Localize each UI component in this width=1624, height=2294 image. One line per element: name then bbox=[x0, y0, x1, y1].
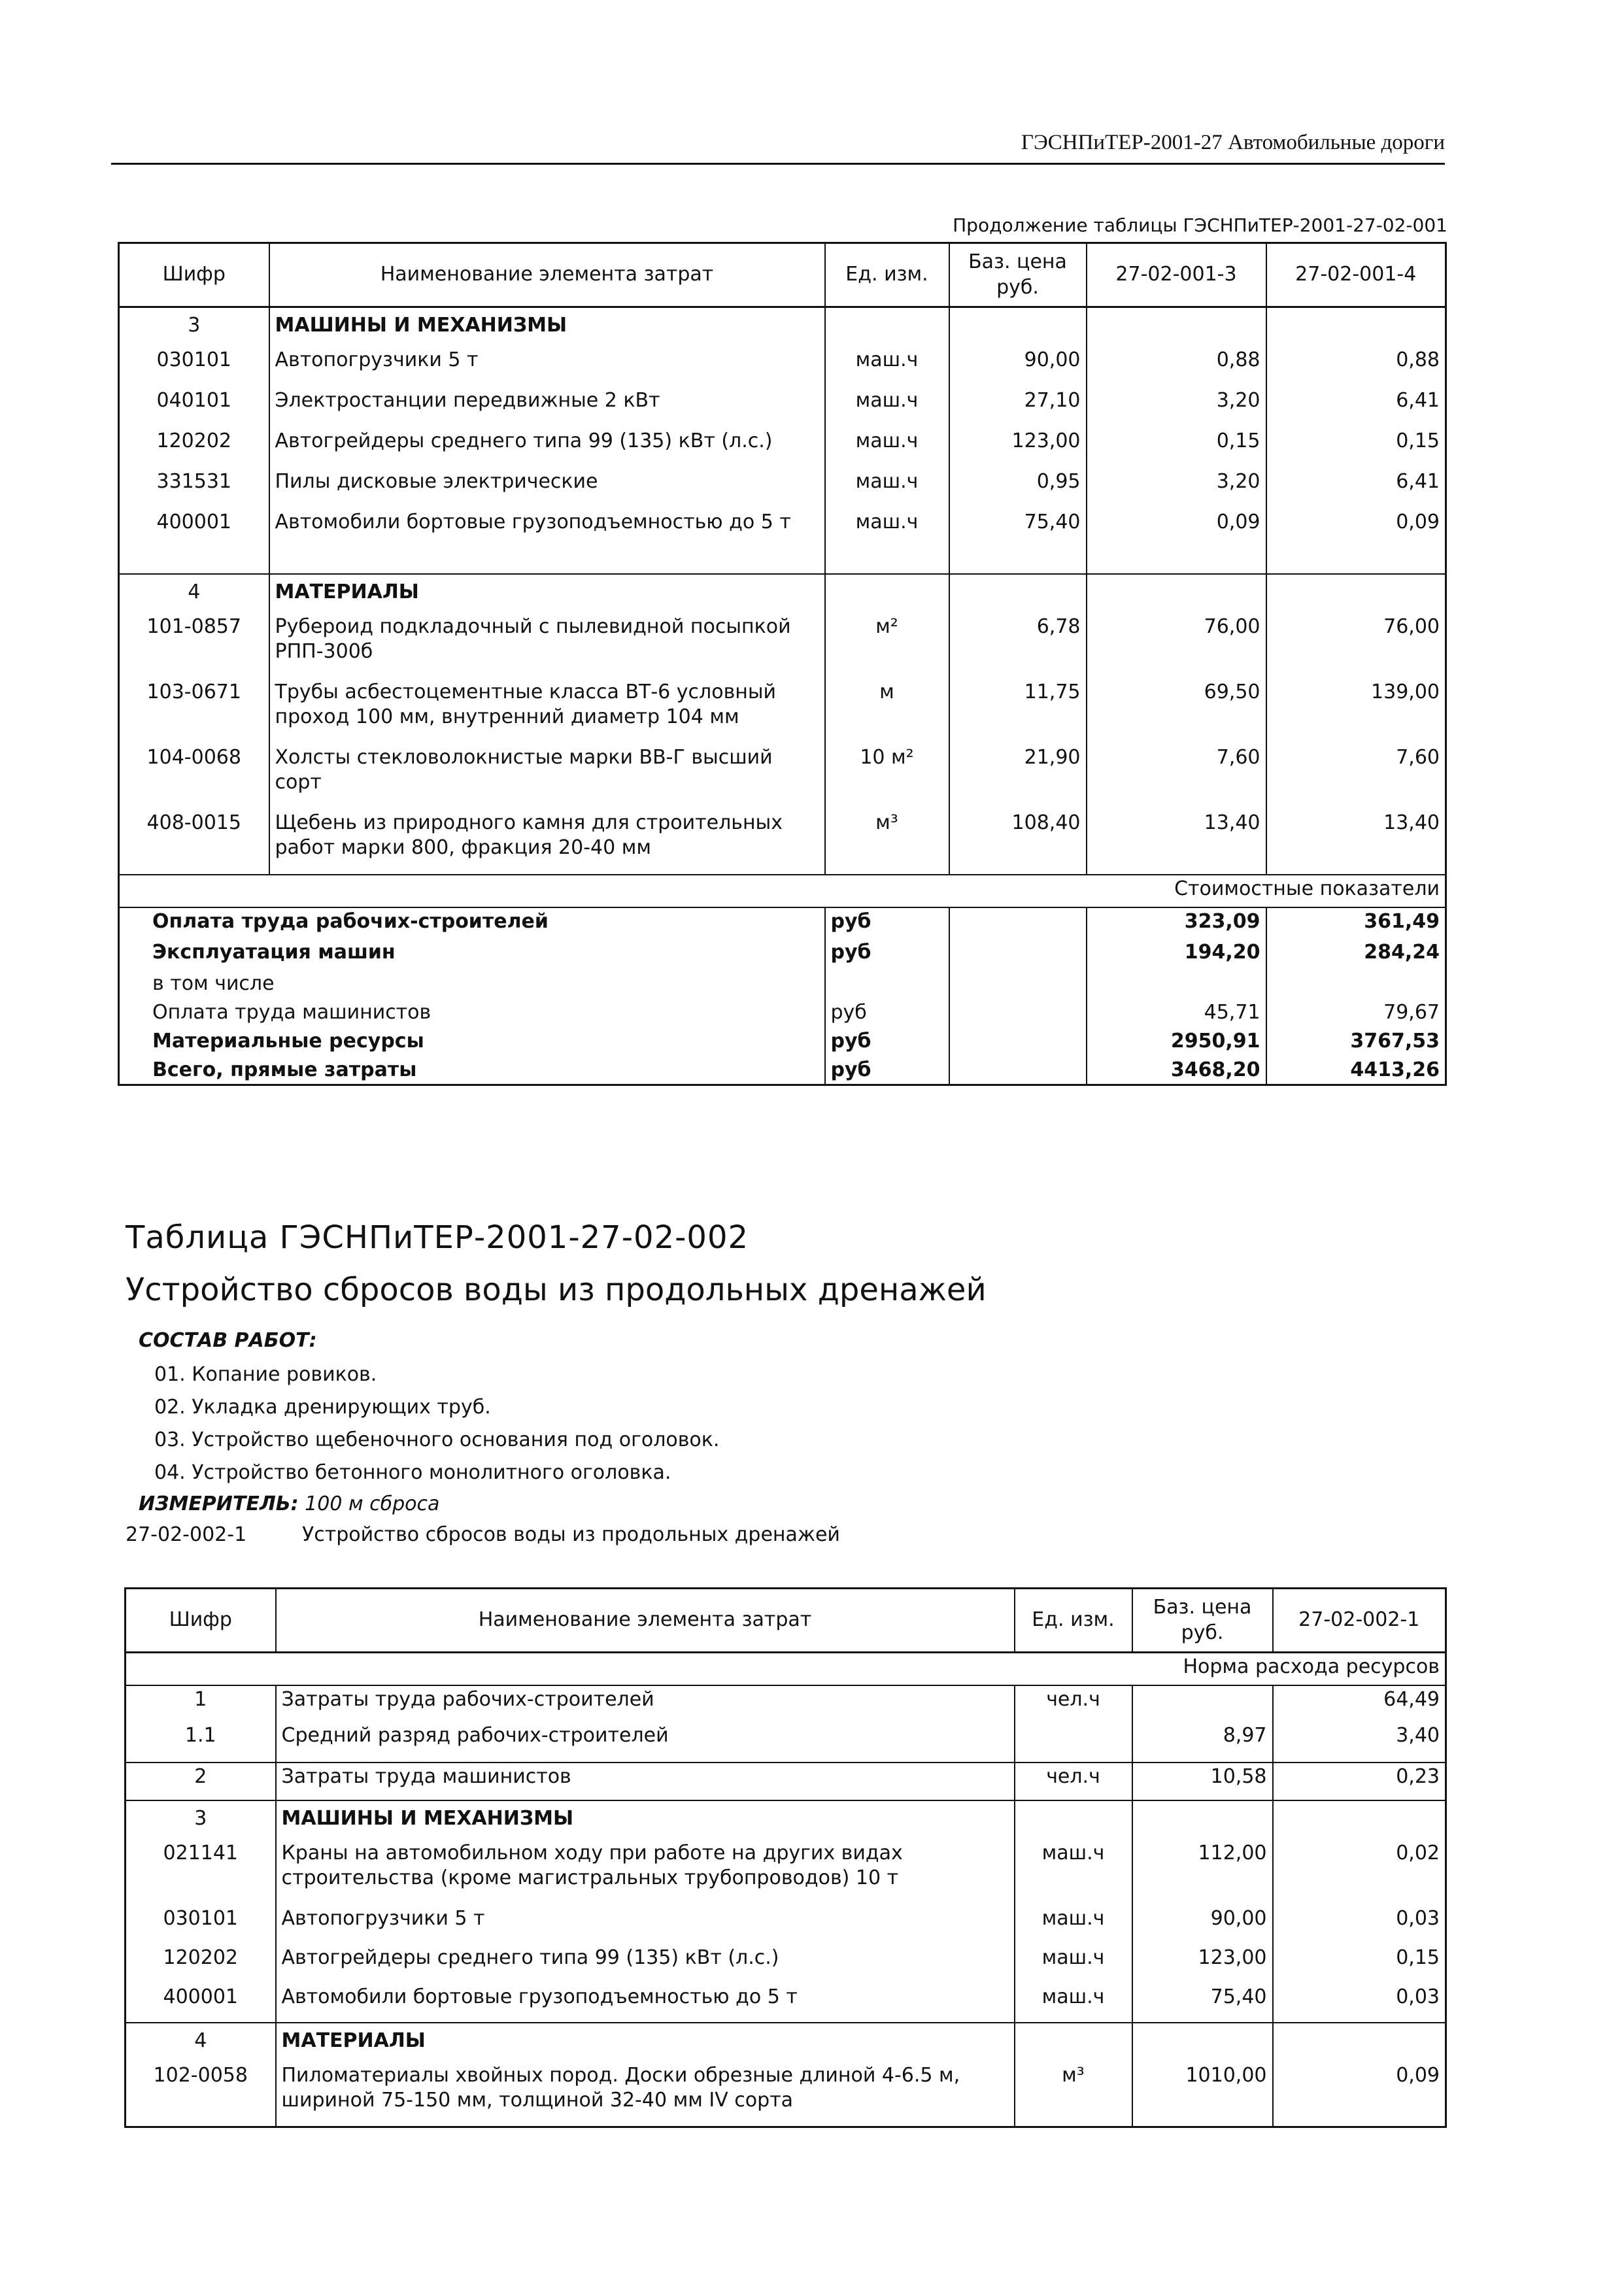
row-value-1: 0,23 bbox=[1273, 1763, 1446, 1800]
work-title: Устройство сбросов воды из продольных дренажей bbox=[126, 1272, 987, 1308]
summary-value-2: 361,49 bbox=[1266, 907, 1446, 939]
table-row bbox=[119, 509, 1446, 574]
row-name: Пиломатериалы хвойных пород. Доски обрезные длиной 4-6.5 м, шириной 75-150 мм, толщиной 32-40 мм IV сорта bbox=[276, 2062, 1015, 2127]
row-unit: маш.ч bbox=[825, 468, 949, 509]
table-row bbox=[119, 346, 1446, 387]
row-name: Трубы асбестоцементные класса ВТ-6 условный проход 100 мм, внутренний диаметр 104 мм bbox=[269, 679, 825, 744]
row-value-2: 6,41 bbox=[1266, 387, 1446, 428]
row-name: Краны на автомобильном ходу при работе на других видах строительства (кроме магистральных трубопроводов) 10 т bbox=[276, 1840, 1015, 1905]
work-step: 03. Устройство щебеночного основания под оголовок. bbox=[154, 1428, 720, 1451]
row-unit: маш.ч bbox=[1015, 1944, 1132, 1983]
work-step: 04. Устройство бетонного монолитного оголовка. bbox=[154, 1461, 671, 1484]
row-unit bbox=[1015, 1722, 1132, 1763]
row-value-1: 0,02 bbox=[1273, 1840, 1446, 1905]
summary-unit: руб bbox=[825, 939, 949, 970]
row-price: 123,00 bbox=[1132, 1944, 1273, 1983]
row-value-1: 0,09 bbox=[1273, 2062, 1446, 2127]
row-value-1: 7,60 bbox=[1087, 744, 1266, 809]
summary-value-2 bbox=[1266, 970, 1446, 999]
row-name: Электростанции передвижные 2 кВт bbox=[269, 387, 825, 428]
row-price: 1010,00 bbox=[1132, 2062, 1273, 2127]
table-row bbox=[119, 679, 1446, 744]
table-row bbox=[119, 613, 1446, 679]
table-row bbox=[119, 468, 1446, 509]
col-header-code: Шифр bbox=[126, 1589, 276, 1653]
section-title: МАТЕРИАЛЫ bbox=[269, 574, 825, 613]
section-number: 4 bbox=[126, 2023, 276, 2062]
table-header-row bbox=[126, 1589, 1446, 1653]
summary-name: в том числе bbox=[152, 971, 275, 995]
row-value-1: 0,03 bbox=[1273, 1983, 1446, 2023]
section-number: 3 bbox=[188, 314, 201, 337]
row-code: 104-0068 bbox=[146, 745, 241, 769]
row-value-1: 3,20 bbox=[1087, 468, 1266, 509]
row-code: 103-0671 bbox=[146, 680, 241, 703]
col-header-unit: Ед. изм. bbox=[825, 243, 949, 307]
row-value-1: 0,88 bbox=[1087, 346, 1266, 387]
table-row bbox=[126, 1983, 1446, 2023]
summary-name: Оплата труда рабочих-строителей bbox=[152, 909, 549, 933]
row-code: 400001 bbox=[156, 510, 232, 533]
summary-name: Всего, прямые затраты bbox=[152, 1058, 417, 1081]
row-value-2: 0,09 bbox=[1266, 509, 1446, 574]
summary-name: Эксплуатация машин bbox=[152, 940, 396, 964]
row-unit: м³ bbox=[1015, 2062, 1132, 2127]
col-header-27-02-001-3: 27-02-001-3 bbox=[1087, 243, 1266, 307]
summary-row bbox=[119, 999, 1446, 1028]
row-price: 8,97 bbox=[1132, 1722, 1273, 1763]
row-unit: маш.ч bbox=[825, 428, 949, 468]
row-name: Средний разряд рабочих-строителей bbox=[276, 1722, 1015, 1763]
row-value-2: 7,60 bbox=[1266, 744, 1446, 809]
row-price: 0,95 bbox=[949, 468, 1087, 509]
row-unit: маш.ч bbox=[1015, 1983, 1132, 2023]
summary-value-1: 3468,20 bbox=[1087, 1056, 1266, 1085]
resource-table-27-02-002 bbox=[124, 1587, 1447, 2128]
table-row bbox=[119, 428, 1446, 468]
summary-unit bbox=[825, 970, 949, 999]
norm-code: 27-02-002-1 bbox=[126, 1523, 247, 1546]
row-value-1: 0,15 bbox=[1273, 1944, 1446, 1983]
row-unit: 10 м² bbox=[825, 744, 949, 809]
table-row bbox=[126, 1685, 1446, 1722]
col-header-name: Наименование элемента затрат bbox=[276, 1589, 1015, 1653]
table-header-row bbox=[119, 243, 1446, 307]
row-value-1: 13,40 bbox=[1087, 809, 1266, 875]
row-value-2: 0,88 bbox=[1266, 346, 1446, 387]
summary-row bbox=[119, 970, 1446, 999]
row-code: 400001 bbox=[163, 1985, 239, 2008]
summary-value-2: 79,67 bbox=[1266, 999, 1446, 1028]
row-code: 331531 bbox=[156, 469, 232, 493]
row-code: 030101 bbox=[163, 1906, 239, 1930]
row-code: 101-0857 bbox=[146, 615, 241, 638]
summary-value-2: 4413,26 bbox=[1266, 1056, 1446, 1085]
norm-caption-row bbox=[126, 1653, 1446, 1685]
row-unit: м³ bbox=[825, 809, 949, 875]
summary-value-1: 323,09 bbox=[1087, 907, 1266, 939]
row-value-2: 13,40 bbox=[1266, 809, 1446, 875]
row-code: 120202 bbox=[163, 1946, 239, 1969]
summary-row bbox=[119, 907, 1446, 939]
row-name: Автогрейдеры среднего типа 99 (135) кВт (л.с.) bbox=[276, 1944, 1015, 1983]
section-number: 3 bbox=[194, 1806, 207, 1830]
col-header-27-02-001-4: 27-02-001-4 bbox=[1266, 243, 1446, 307]
table-row bbox=[119, 387, 1446, 428]
row-unit: чел.ч bbox=[1015, 1763, 1132, 1800]
row-name: Рубероид подкладочный с пылевидной посыпкой РПП-300б bbox=[269, 613, 825, 679]
row-price: 10,58 bbox=[1132, 1763, 1273, 1800]
row-price: 6,78 bbox=[949, 613, 1087, 679]
row-name: Холсты стекловолокнистые марки ВВ-Г высший сорт bbox=[269, 744, 825, 809]
row-price: 90,00 bbox=[1132, 1905, 1273, 1944]
section-row-materials bbox=[126, 2023, 1446, 2062]
summary-unit: руб bbox=[825, 999, 949, 1028]
row-price: 90,00 bbox=[949, 346, 1087, 387]
col-header-code: Шифр bbox=[119, 243, 269, 307]
row-unit: маш.ч bbox=[1015, 1905, 1132, 1944]
summary-value-1: 45,71 bbox=[1087, 999, 1266, 1028]
row-code: 040101 bbox=[156, 388, 232, 412]
summary-unit: руб bbox=[825, 907, 949, 939]
summary-unit: руб bbox=[825, 1056, 949, 1085]
row-name: Автомобили бортовые грузоподъемностью до 5 т bbox=[276, 1983, 1015, 2023]
meter-value: 100 м сброса bbox=[305, 1493, 440, 1515]
row-price: 75,40 bbox=[949, 509, 1087, 574]
row-unit: м bbox=[825, 679, 949, 744]
norm-caption: Норма расхода ресурсов bbox=[126, 1653, 1446, 1685]
section-number: 4 bbox=[119, 574, 269, 613]
row-name: Автопогрузчики 5 т bbox=[269, 346, 825, 387]
row-value-1: 69,50 bbox=[1087, 679, 1266, 744]
row-price: 112,00 bbox=[1132, 1840, 1273, 1905]
summary-row bbox=[119, 1028, 1446, 1056]
summary-row bbox=[119, 939, 1446, 970]
table-row bbox=[126, 1722, 1446, 1763]
composition-label: СОСТАВ РАБОТ: bbox=[139, 1329, 317, 1352]
section-row-machines bbox=[119, 307, 1446, 346]
row-unit: маш.ч bbox=[825, 387, 949, 428]
row-value-1: 0,15 bbox=[1087, 428, 1266, 468]
meter-line bbox=[139, 1493, 439, 1515]
summary-name: Оплата труда машинистов bbox=[152, 1000, 431, 1024]
col-header-27-02-002-1: 27-02-002-1 bbox=[1273, 1589, 1446, 1653]
continuation-note: Продолжение таблицы ГЭСНПиТЕР-2001-27-02-001 bbox=[953, 214, 1447, 236]
row-value-1: 0,03 bbox=[1273, 1905, 1446, 1944]
table-row bbox=[126, 1763, 1446, 1800]
row-value-2: 6,41 bbox=[1266, 468, 1446, 509]
row-value-1: 0,09 bbox=[1087, 509, 1266, 574]
cost-caption: Стоимостные показатели bbox=[119, 875, 1446, 907]
row-price: 11,75 bbox=[949, 679, 1087, 744]
summary-value-2: 3767,53 bbox=[1266, 1028, 1446, 1056]
row-value-2: 0,15 bbox=[1266, 428, 1446, 468]
row-name: Затраты труда рабочих-строителей bbox=[276, 1685, 1015, 1722]
table-row bbox=[126, 2062, 1446, 2127]
row-price: 123,00 bbox=[949, 428, 1087, 468]
meter-label: ИЗМЕРИТЕЛЬ: bbox=[139, 1493, 299, 1515]
row-name: Автомобили бортовые грузоподъемностью до 5 т bbox=[269, 509, 825, 574]
row-code: 102-0058 bbox=[153, 2063, 248, 2087]
row-value-1: 3,20 bbox=[1087, 387, 1266, 428]
row-name: Затраты труда машинистов bbox=[276, 1763, 1015, 1800]
col-header-price: Баз. цена руб. bbox=[1132, 1589, 1273, 1653]
row-name: Автогрейдеры среднего типа 99 (135) кВт (л.с.) bbox=[269, 428, 825, 468]
table-row bbox=[119, 744, 1446, 809]
table-row bbox=[126, 1905, 1446, 1944]
row-unit: чел.ч bbox=[1015, 1685, 1132, 1722]
row-value-1: 64,49 bbox=[1273, 1685, 1446, 1722]
row-value-2: 139,00 bbox=[1266, 679, 1446, 744]
norm-code-description: Устройство сбросов воды из продольных дренажей bbox=[302, 1523, 840, 1546]
table-title: Таблица ГЭСНПиТЕР-2001-27-02-002 bbox=[126, 1219, 749, 1256]
summary-value-2: 284,24 bbox=[1266, 939, 1446, 970]
row-price: 75,40 bbox=[1132, 1983, 1273, 2023]
section-row-materials bbox=[119, 574, 1446, 613]
row-code: 030101 bbox=[156, 348, 232, 371]
row-price: 27,10 bbox=[949, 387, 1087, 428]
summary-value-1: 194,20 bbox=[1087, 939, 1266, 970]
section-title: МАТЕРИАЛЫ bbox=[276, 2023, 1015, 2062]
row-name: Пилы дисковые электрические bbox=[269, 468, 825, 509]
summary-value-1 bbox=[1087, 970, 1266, 999]
row-code: 120202 bbox=[156, 429, 232, 452]
section-title: МАШИНЫ И МЕХАНИЗМЫ bbox=[276, 1800, 1015, 1840]
norm-code-line bbox=[126, 1523, 840, 1546]
summary-value-1: 2950,91 bbox=[1087, 1028, 1266, 1056]
row-price: 21,90 bbox=[949, 744, 1087, 809]
row-value-2: 76,00 bbox=[1266, 613, 1446, 679]
table-row bbox=[119, 809, 1446, 875]
row-code: 1.1 bbox=[184, 1723, 216, 1747]
row-code: 1 bbox=[194, 1687, 207, 1711]
row-unit: м² bbox=[825, 613, 949, 679]
row-unit: маш.ч bbox=[1015, 1840, 1132, 1905]
row-name: Щебень из природного камня для строительных работ марки 800, фракция 20-40 мм bbox=[269, 809, 825, 875]
resource-table-27-02-001 bbox=[118, 242, 1447, 1086]
table-row bbox=[126, 1840, 1446, 1905]
summary-name: Материальные ресурсы bbox=[152, 1029, 424, 1053]
work-step: 01. Копание ровиков. bbox=[154, 1363, 377, 1386]
col-header-name: Наименование элемента затрат bbox=[269, 243, 825, 307]
row-name: Автопогрузчики 5 т bbox=[276, 1905, 1015, 1944]
summary-unit: руб bbox=[825, 1028, 949, 1056]
work-step: 02. Укладка дренирующих труб. bbox=[154, 1396, 491, 1419]
row-code: 2 bbox=[126, 1763, 276, 1800]
row-unit: маш.ч bbox=[825, 346, 949, 387]
section-title: МАШИНЫ И МЕХАНИЗМЫ bbox=[269, 307, 825, 346]
cost-caption-row bbox=[119, 875, 1446, 907]
row-code: 021141 bbox=[163, 1841, 239, 1864]
col-header-unit: Ед. изм. bbox=[1015, 1589, 1132, 1653]
row-code: 408-0015 bbox=[146, 811, 241, 834]
running-header: ГЭСНПиТЕР-2001-27 Автомобильные дороги bbox=[111, 131, 1445, 165]
row-price bbox=[1132, 1685, 1273, 1722]
summary-row-total bbox=[119, 1056, 1446, 1085]
section-row-machines bbox=[126, 1800, 1446, 1840]
row-value-1: 3,40 bbox=[1273, 1722, 1446, 1763]
table-row bbox=[126, 1944, 1446, 1983]
row-value-1: 76,00 bbox=[1087, 613, 1266, 679]
row-price: 108,40 bbox=[949, 809, 1087, 875]
col-header-price: Баз. цена руб. bbox=[949, 243, 1087, 307]
row-unit: маш.ч bbox=[825, 509, 949, 574]
